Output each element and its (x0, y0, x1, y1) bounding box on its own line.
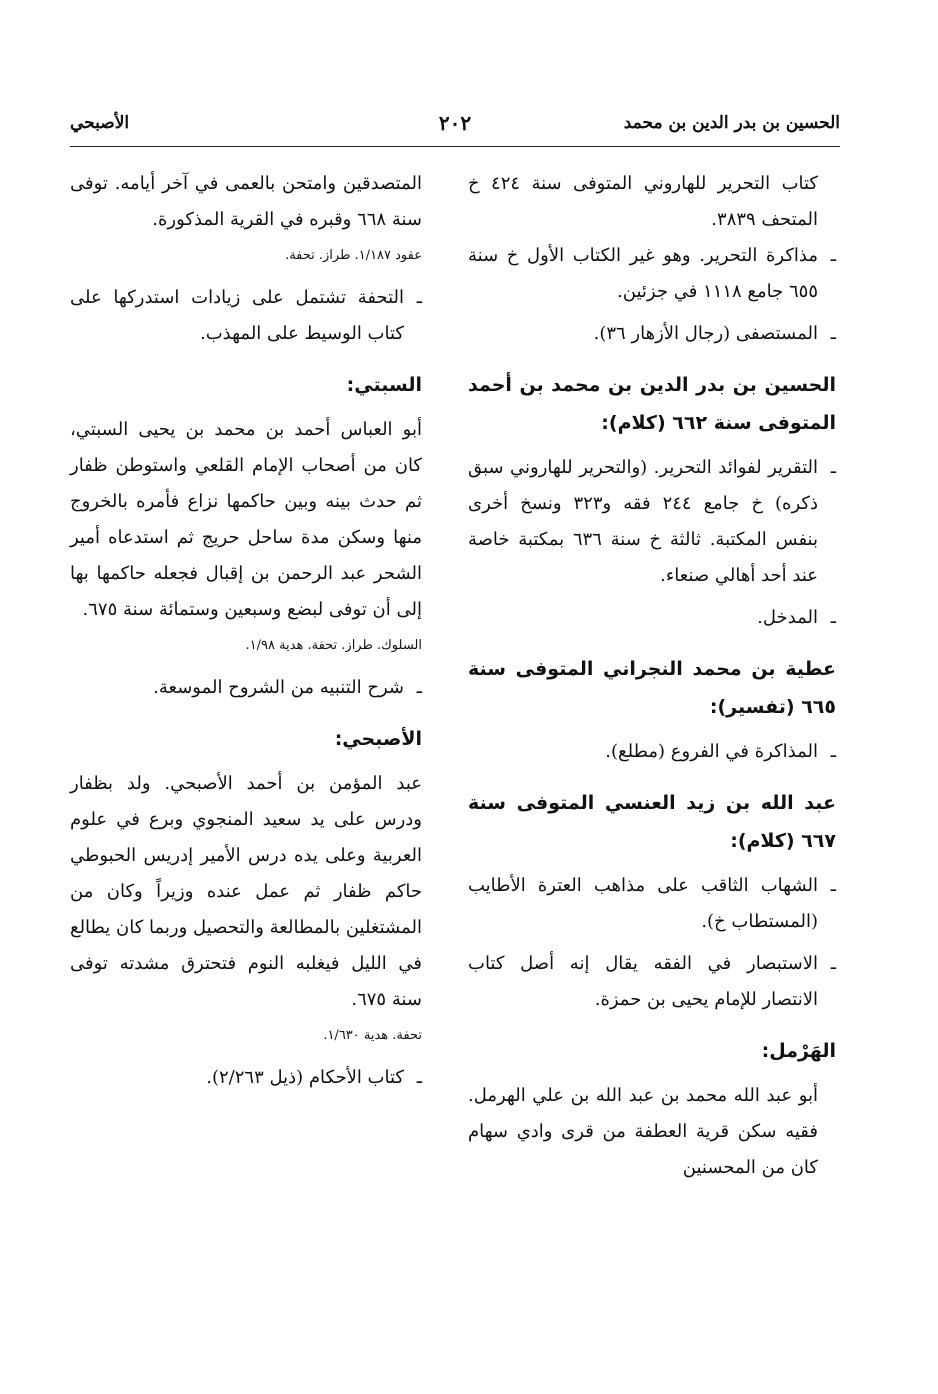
list-item-text: التحفة تشتمل على زيادات استدركها على كتاب الوسيط على المهذب. (70, 287, 404, 344)
left-column (70, 166, 422, 1102)
right-column (468, 166, 836, 1186)
list-item (70, 670, 422, 706)
page-header (70, 108, 840, 138)
paragraph: كتاب التحرير للهاروني المتوفى سنة ٤٢٤ خ المتحف ٣٨٣٩. (468, 173, 819, 230)
list-item (468, 946, 836, 1018)
list-item (468, 316, 836, 352)
entry-heading: عطية بن محمد النجراني المتوفى سنة ٦٦٥ (تفسير): (468, 658, 836, 718)
entry-heading: الحسين بن بدر الدين بن محمد بن أحمد المتوفى سنة ٦٦٢ (كلام): (468, 374, 836, 434)
list-item-text: المدخل. (757, 607, 818, 628)
entry-heading: عبد الله بن زيد العنسي المتوفى سنة ٦٦٧ (كلام): (468, 792, 836, 852)
list-item-text: مذاكرة التحرير. وهو غير الكتاب الأول خ سنة ٦٥٥ جامع ١١١٨ في جزئين. (468, 245, 818, 302)
paragraph: أبو العباس أحمد بن محمد بن يحيى السبتي، كان من أصحاب الإمام القلعي واستوطن ظفار ثم حدث بينه وبين حاكمها نزاع فأمره بالخروج منها وسكن مدة ساحل حريج ثم استدعاه أمير الشحر عبد الرحمن بن إقبال فجعله حاكمها بها إلى أن توفى لبضع وسبعين وستمائة سنة ٦٧٥. (70, 419, 422, 620)
source-reference: السلوك. طراز. تحفة. هدية ١/٩٨. (245, 638, 422, 653)
bullet-dash: ـ (830, 953, 836, 974)
entry-heading: الهَرْمل: (761, 1040, 836, 1062)
bullet-dash: ـ (830, 875, 836, 896)
entry-heading: السبتي: (346, 374, 422, 396)
list-item (468, 450, 836, 594)
list-item (468, 600, 836, 636)
list-item-text: كتاب الأحكام (ذيل ٢/٢٦٣). (206, 1067, 404, 1088)
running-head-author: الحسين بن بدر الدين بن محمد (623, 113, 840, 133)
header-rule (70, 146, 840, 147)
list-item (468, 734, 836, 770)
bullet-dash: ـ (830, 323, 836, 344)
list-item-text: شرح التنبيه من الشروح الموسعة. (153, 677, 404, 698)
list-item (468, 238, 836, 310)
list-item-text: التقرير لفوائد التحرير. (والتحرير للهاروني سبق ذكره) خ جامع ٢٤٤ فقه و٣٢٣ ونسخ أخرى بنفس المكتبة. ثالثة خ سنة ٦٣٦ بمكتبة خاصة عند أحد أهالي صنعاء. (468, 457, 818, 586)
list-item (70, 280, 422, 352)
list-item (70, 1060, 422, 1096)
list-item-text: المستصفى (رجال الأزهار ٣٦). (593, 323, 818, 344)
bullet-dash: ـ (416, 1067, 422, 1088)
running-head-name: الأصبحي (70, 113, 130, 133)
bullet-dash: ـ (830, 245, 836, 266)
list-item-text: الشهاب الثاقب على مذاهب العترة الأطايب (المستطاب خ). (468, 875, 818, 932)
bullet-dash: ـ (416, 287, 422, 308)
list-item (468, 868, 836, 940)
bullet-dash: ـ (830, 741, 836, 762)
paragraph: عبد المؤمن بن أحمد الأصبحي. ولد بظفار ودرس على يد سعيد المنجوي وبرع في علوم العربية وعلى يده درس الأمير إدريس الحبوطي حاكم ظفار ثم عمل عنده وزيراً وكان من المشتغلين بالمطالعة والتحصيل وربما كان يطالع في الليل فيغلبه النوم فتحترق مشدته توفى سنة ٦٧٥. (69, 773, 422, 1010)
bullet-dash: ـ (830, 607, 836, 628)
source-reference: تحفة. هدية ١/٦٣٠. (323, 1028, 422, 1043)
bullet-dash: ـ (830, 457, 836, 478)
bullet-dash: ـ (416, 677, 422, 698)
list-item-text: الاستبصار في الفقه يقال إنه أصل كتاب الانتصار للإمام يحيى بن حمزة. (468, 953, 818, 1010)
paragraph: المتصدقين وامتحن بالعمى في آخر أيامه. توفى سنة ٦٦٨ وقبره في القرية المذكورة. (70, 173, 422, 230)
entry-heading: الأصبحي: (334, 728, 422, 750)
list-item-text: المذاكرة في الفروع (مطلع). (605, 741, 818, 762)
paragraph: أبو عبد الله محمد بن عبد الله بن علي الهرمل. فقيه سكن قرية العطفة من قرى وادي سهام كان من المحسنين (468, 1085, 818, 1178)
page-number: ٢٠٢ (438, 111, 472, 135)
source-reference: عقود ١/١٨٧. طراز. تحفة. (285, 248, 422, 263)
